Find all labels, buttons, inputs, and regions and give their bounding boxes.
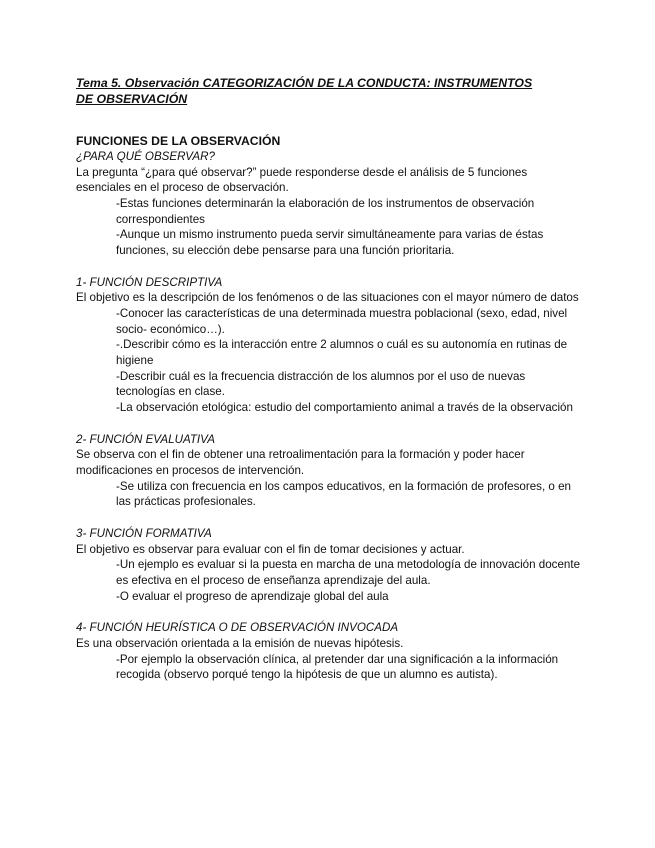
intro-section [76, 133, 585, 259]
section-heading: FUNCIONES DE LA OBSERVACIÓN [76, 134, 281, 148]
section-paragraph: Se observa con el fin de obtener una retroalimentación para la formación y poder hacer modificaciones en procesos de intervención. [76, 448, 525, 478]
list-item: -Por ejemplo la observación clínica, al pretender dar una significación a la información recogida (observo porqué tengo la hipótesis de que un alumno es autista). [116, 652, 559, 682]
list-item: -Se utiliza con frecuencia en los campos educativos, en la formación de profesores, o en las prácticas profesionales. [116, 479, 571, 509]
list-item: -Aunque un mismo instrumento pueda servir simultáneamente para varias de éstas funciones, su elección debe pensarse para una función prioritaria. [116, 228, 544, 258]
intro-paragraph: La pregunta “¿para qué observar?” puede responderse desde el análisis de 5 funciones esenciales en el proceso de observación. [76, 165, 528, 195]
section-paragraph: El objetivo es la descripción de los fenómenos o de las situaciones con el mayor número de datos [76, 291, 579, 305]
list-item: -Un ejemplo es evaluar si la puesta en marcha de una metodología de innovación docente es efectiva en el proceso de enseñanza aprendizaje del aula. [116, 558, 581, 588]
section-evaluativa [76, 432, 585, 510]
section-paragraph: El objetivo es observar para evaluar con el fin de tomar decisiones y actuar. [76, 542, 465, 556]
section-heuristica [76, 620, 585, 683]
section-paragraph: Es una observación orientada a la emisión de nuevas hipótesis. [76, 636, 404, 650]
list-item: -Describir cuál es la frecuencia distracción de los alumnos por el uso de nuevas tecnologías en clase. [116, 369, 526, 399]
section-heading: 4- FUNCIÓN HEURÍSTICA O DE OBSERVACIÓN INVOCADA [76, 621, 399, 635]
list-item: -.Describir cómo es la interacción entre 2 alumnos o cuál es su autonomía en rutinas de higiene [116, 338, 568, 368]
section-formativa [76, 526, 585, 604]
section-descriptiva [76, 275, 585, 416]
list-item: -Conocer las características de una determinada muestra poblacional (sexo, edad, nivel socio- económico…). [116, 306, 568, 336]
document-title: Tema 5. Observación CATEGORIZACIÓN DE LA CONDUCTA: INSTRUMENTOS DE OBSERVACIÓN [76, 76, 533, 106]
section-heading: 3- FUNCIÓN FORMATIVA [76, 527, 212, 541]
list-item: -O evaluar el progreso de aprendizaje global del aula [116, 589, 389, 603]
section-heading: 1- FUNCIÓN DESCRIPTIVA [76, 275, 223, 289]
section-heading: 2- FUNCIÓN EVALUATIVA [76, 432, 215, 446]
list-item: -La observación etológica: estudio del comportamiento animal a través de la observación [116, 401, 573, 415]
list-item: -Estas funciones determinarán la elaboración de los instrumentos de observación correspondientes [116, 196, 535, 226]
section-subheading: ¿PARA QUÉ OBSERVAR? [76, 150, 215, 163]
